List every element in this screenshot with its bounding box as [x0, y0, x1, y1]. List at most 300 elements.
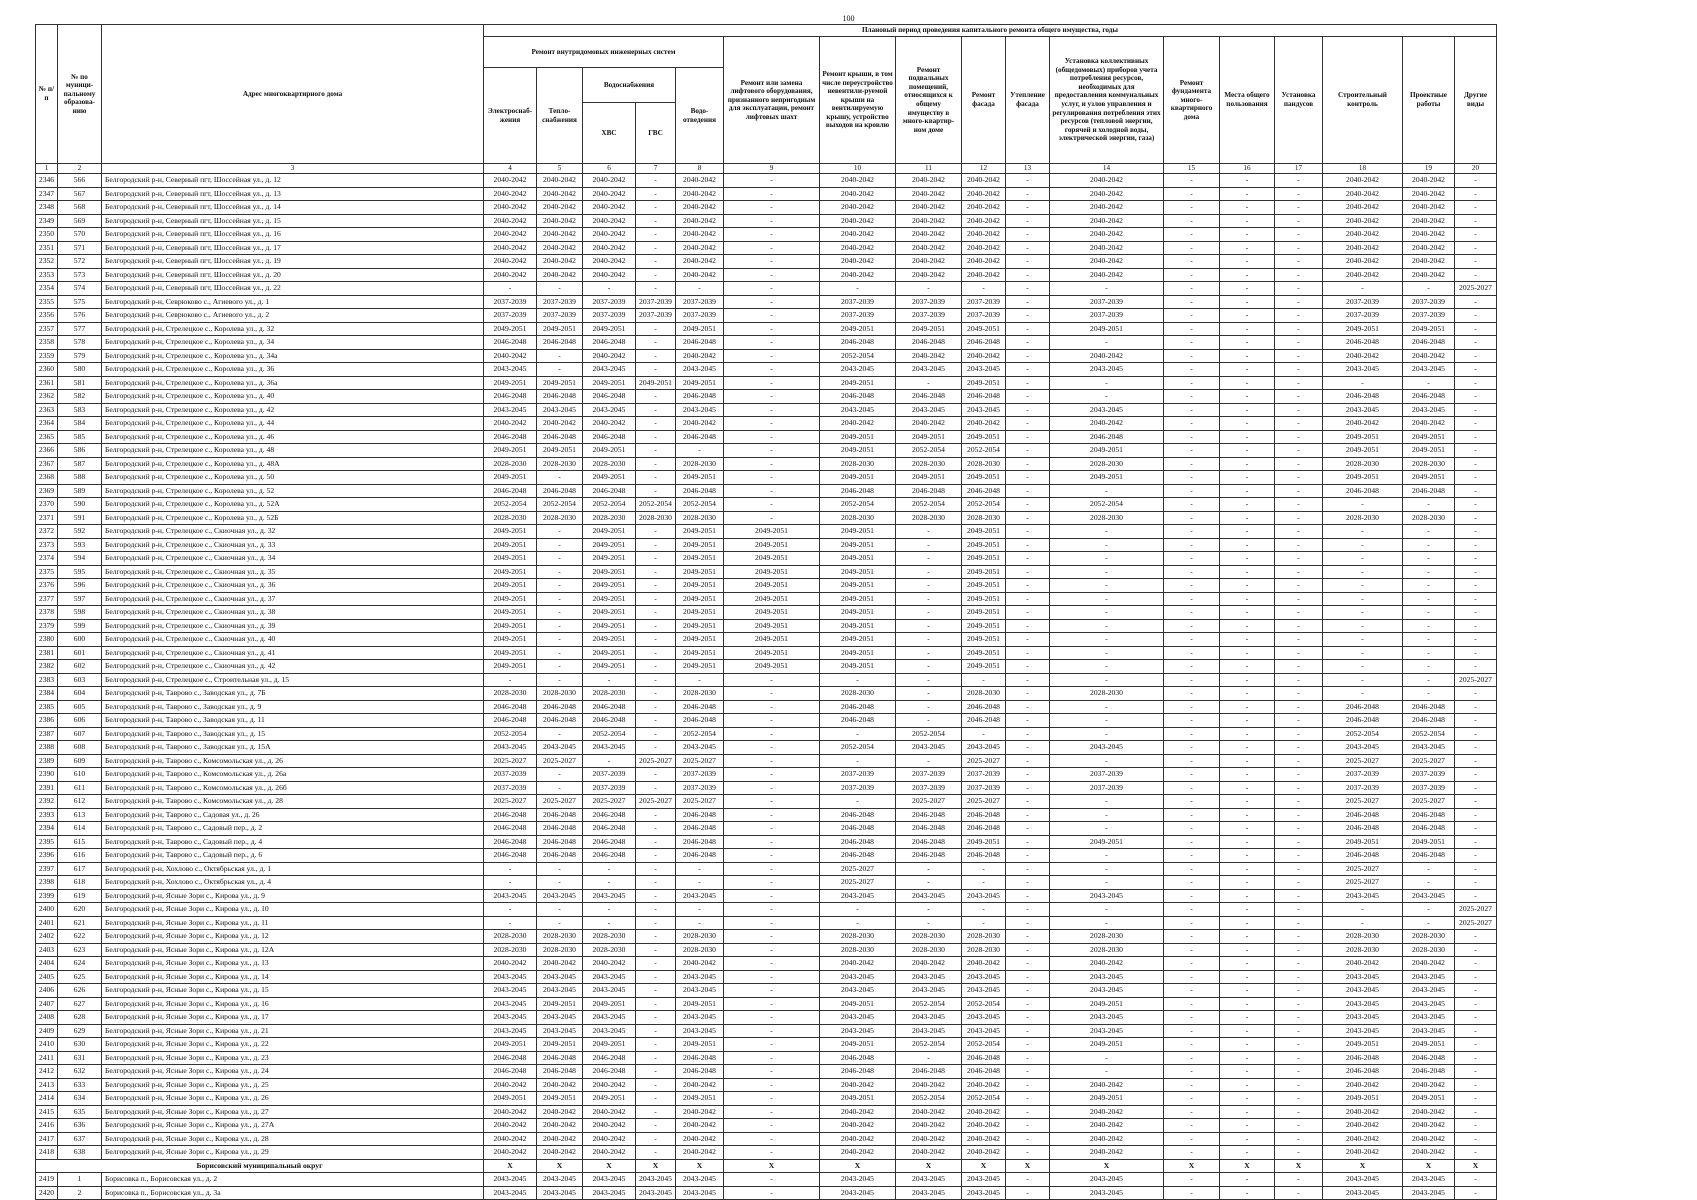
period-cell: 2043-2045 — [1050, 984, 1164, 998]
period-cell: 2046-2048 — [484, 390, 537, 404]
column-number: 1 — [36, 164, 58, 174]
address-cell: Белгородский р-н, Ясные Зори с., Кирова ул., д. 22 — [102, 1038, 484, 1052]
municipal-number-cell: 598 — [58, 606, 102, 620]
period-cell: 2040-2042 — [820, 1119, 896, 1133]
period-cell: 2040-2042 — [583, 268, 636, 282]
period-cell: - — [484, 862, 537, 876]
period-cell: 2046-2048 — [962, 484, 1006, 498]
period-cell: 2052-2054 — [537, 498, 583, 512]
period-cell: - — [1006, 1146, 1050, 1160]
period-cell: 2040-2042 — [1403, 268, 1455, 282]
period-cell: 2040-2042 — [1050, 228, 1164, 242]
period-cell: 2046-2048 — [583, 484, 636, 498]
period-cell: - — [1164, 1186, 1220, 1200]
period-cell: - — [724, 781, 820, 795]
period-cell: - — [1403, 646, 1455, 660]
period-cell: 2049-2051 — [676, 565, 724, 579]
period-cell: - — [724, 727, 820, 741]
period-cell: - — [636, 484, 676, 498]
row-number-cell: 2347 — [36, 187, 58, 201]
address-cell: Белгородский р-н, Таврово с., Комсомольская ул., д. 26 — [102, 754, 484, 768]
period-cell: - — [1275, 390, 1323, 404]
period-cell: 2049-2051 — [724, 646, 820, 660]
page-number: 100 — [842, 14, 855, 23]
period-cell: 2043-2045 — [820, 1173, 896, 1187]
period-cell: 2028-2030 — [896, 943, 962, 957]
period-cell: 2049-2051 — [962, 322, 1006, 336]
period-cell: - — [1006, 336, 1050, 350]
row-number-cell: 2369 — [36, 484, 58, 498]
period-cell: 2040-2042 — [1403, 228, 1455, 242]
period-cell: 2040-2042 — [583, 1119, 636, 1133]
column-number: 3 — [102, 164, 484, 174]
period-cell: 2049-2051 — [676, 538, 724, 552]
period-cell: 2040-2042 — [1403, 1146, 1455, 1160]
column-number: 15 — [1164, 164, 1220, 174]
period-cell: - — [636, 430, 676, 444]
period-cell: - — [1164, 187, 1220, 201]
period-cell: 2043-2045 — [537, 1024, 583, 1038]
period-cell: - — [1164, 673, 1220, 687]
period-cell: - — [962, 876, 1006, 890]
period-cell: - — [896, 606, 962, 620]
period-cell: 2028-2030 — [1050, 930, 1164, 944]
address-cell: Белгородский р-н, Хохлово с., Октябрьская ул., д. 1 — [102, 862, 484, 876]
period-cell: - — [1220, 457, 1275, 471]
table-row — [36, 1146, 1497, 1160]
period-cell: - — [1275, 430, 1323, 444]
period-cell: - — [537, 592, 583, 606]
period-cell: 2040-2042 — [1323, 174, 1403, 188]
period-cell: 2037-2039 — [636, 295, 676, 309]
municipal-number-cell: 593 — [58, 538, 102, 552]
period-cell: 2040-2042 — [962, 214, 1006, 228]
table-row — [36, 565, 1497, 579]
period-cell: 2046-2048 — [676, 390, 724, 404]
period-cell: 2043-2045 — [962, 1186, 1006, 1200]
period-cell: - — [537, 633, 583, 647]
period-cell: - — [1323, 282, 1403, 296]
table-row — [36, 1173, 1497, 1187]
period-cell: - — [1220, 673, 1275, 687]
period-cell: 2043-2045 — [484, 403, 537, 417]
section-mark: X — [724, 1159, 820, 1173]
address-cell: Белгородский р-н, Ясные Зори с., Кирова ул., д. 12А — [102, 943, 484, 957]
period-cell: 2028-2030 — [676, 511, 724, 525]
column-number: 10 — [820, 164, 896, 174]
table-row — [36, 754, 1497, 768]
period-cell: - — [1220, 768, 1275, 782]
period-cell: 2043-2045 — [1323, 889, 1403, 903]
period-cell: - — [1455, 984, 1497, 998]
period-cell: - — [1050, 822, 1164, 836]
row-number-cell: 2390 — [36, 768, 58, 782]
period-cell: - — [636, 1105, 676, 1119]
period-cell: - — [1006, 714, 1050, 728]
period-cell: - — [1275, 997, 1323, 1011]
period-cell: - — [724, 484, 820, 498]
period-cell: - — [1455, 822, 1497, 836]
period-cell: - — [724, 876, 820, 890]
period-cell: - — [1006, 1078, 1050, 1092]
period-cell: - — [1323, 525, 1403, 539]
period-cell: 2040-2042 — [1050, 201, 1164, 215]
period-cell: - — [1164, 484, 1220, 498]
period-cell: - — [1275, 930, 1323, 944]
period-cell: 2040-2042 — [820, 228, 896, 242]
row-number-cell: 2389 — [36, 754, 58, 768]
col-header-heat: Тепло-снабжения — [537, 68, 583, 164]
period-cell: - — [1455, 322, 1497, 336]
period-cell: 2043-2045 — [962, 403, 1006, 417]
period-cell: - — [1403, 552, 1455, 566]
period-cell: 2040-2042 — [1050, 1132, 1164, 1146]
municipal-number-cell: 572 — [58, 255, 102, 269]
period-cell: 2046-2048 — [583, 835, 636, 849]
period-cell: - — [724, 1092, 820, 1106]
table-row — [36, 1011, 1497, 1025]
table-row — [36, 849, 1497, 863]
address-cell: Белгородский р-н, Ясные Зори с., Кирова ул., д. 17 — [102, 1011, 484, 1025]
period-cell: 2028-2030 — [484, 687, 537, 701]
address-cell: Белгородский р-н, Стрелецкое с., Королева ул., д. 48 — [102, 444, 484, 458]
period-cell: - — [636, 214, 676, 228]
period-cell: 2028-2030 — [1323, 511, 1403, 525]
table-row — [36, 984, 1497, 998]
period-cell: - — [962, 916, 1006, 930]
period-cell: 2046-2048 — [676, 1065, 724, 1079]
period-cell: - — [1275, 1146, 1323, 1160]
period-cell: 2037-2039 — [583, 295, 636, 309]
period-cell: - — [1164, 1051, 1220, 1065]
period-cell: - — [1455, 997, 1497, 1011]
period-cell: - — [1050, 538, 1164, 552]
row-number-cell: 2364 — [36, 417, 58, 431]
period-cell: - — [1006, 363, 1050, 377]
period-cell: - — [583, 862, 636, 876]
municipal-number-cell: 615 — [58, 835, 102, 849]
municipal-number-cell: 574 — [58, 282, 102, 296]
period-cell: - — [537, 349, 583, 363]
row-number-cell: 2362 — [36, 390, 58, 404]
column-number: 6 — [583, 164, 636, 174]
table-row — [36, 781, 1497, 795]
period-cell: 2025-2027 — [1323, 754, 1403, 768]
row-number-cell: 2415 — [36, 1105, 58, 1119]
period-cell: - — [1275, 984, 1323, 998]
period-cell: - — [1275, 471, 1323, 485]
period-cell: 2043-2045 — [820, 1024, 896, 1038]
period-cell: 2040-2042 — [1050, 349, 1164, 363]
period-cell: 2037-2039 — [537, 309, 583, 323]
period-cell: - — [1164, 322, 1220, 336]
period-cell: - — [1006, 1011, 1050, 1025]
row-number-cell: 2378 — [36, 606, 58, 620]
address-cell: Белгородский р-н, Стрелецкое с., Скиочная ул., д. 37 — [102, 592, 484, 606]
period-cell: - — [1164, 1173, 1220, 1187]
period-cell: - — [1006, 417, 1050, 431]
period-cell: 2043-2045 — [820, 1186, 896, 1200]
period-cell: 2040-2042 — [484, 1146, 537, 1160]
period-cell: - — [1050, 282, 1164, 296]
period-cell: - — [1220, 187, 1275, 201]
municipal-number-cell: 608 — [58, 741, 102, 755]
period-cell: - — [1455, 606, 1497, 620]
section-row — [36, 1159, 1497, 1173]
period-cell: 2043-2045 — [484, 741, 537, 755]
row-number-cell: 2365 — [36, 430, 58, 444]
municipal-number-cell: 597 — [58, 592, 102, 606]
period-cell: 2043-2045 — [484, 997, 537, 1011]
table-row — [36, 376, 1497, 390]
municipal-number-cell: 612 — [58, 795, 102, 809]
period-cell: - — [1275, 241, 1323, 255]
period-cell: 2046-2048 — [820, 1065, 896, 1079]
period-cell: 2046-2048 — [537, 430, 583, 444]
period-cell: 2028-2030 — [1050, 511, 1164, 525]
period-cell: - — [1006, 997, 1050, 1011]
period-cell: 2052-2054 — [962, 444, 1006, 458]
period-cell: - — [1275, 849, 1323, 863]
period-cell: - — [1006, 282, 1050, 296]
period-cell: 2040-2042 — [896, 1146, 962, 1160]
period-cell: - — [1164, 1011, 1220, 1025]
period-cell: - — [724, 457, 820, 471]
period-cell: 2052-2054 — [583, 727, 636, 741]
period-cell: 2049-2051 — [724, 552, 820, 566]
period-cell: - — [1455, 363, 1497, 377]
row-number-cell: 2420 — [36, 1186, 58, 1200]
period-cell: - — [1050, 795, 1164, 809]
period-cell: 2046-2048 — [962, 822, 1006, 836]
municipal-number-cell: 581 — [58, 376, 102, 390]
table-row — [36, 417, 1497, 431]
period-cell: 2046-2048 — [962, 808, 1006, 822]
period-cell: 2040-2042 — [896, 241, 962, 255]
period-cell: - — [962, 862, 1006, 876]
period-cell: - — [636, 903, 676, 917]
col-header-meters: Установка коллективных (общедомовых) приборов учета потребления ресурсов, необходимых для предоставления коммунальных услуг, и узлов управления и регулирования потребления этих ресурсов (тепловой энергии, горячей и холодной воды, электрической энергии, газа) — [1050, 37, 1164, 164]
column-number: 19 — [1403, 164, 1455, 174]
period-cell: - — [1006, 403, 1050, 417]
period-cell: 2028-2030 — [537, 457, 583, 471]
period-cell: - — [1006, 1038, 1050, 1052]
period-cell: - — [537, 606, 583, 620]
period-cell: 2049-2051 — [583, 633, 636, 647]
period-cell: - — [896, 552, 962, 566]
period-cell: - — [636, 1078, 676, 1092]
period-cell: 2037-2039 — [1323, 309, 1403, 323]
period-cell: - — [724, 201, 820, 215]
period-cell: - — [1455, 687, 1497, 701]
period-cell: 2040-2042 — [537, 174, 583, 188]
table-row — [36, 201, 1497, 215]
period-cell: - — [1403, 673, 1455, 687]
period-cell: 2040-2042 — [583, 349, 636, 363]
row-number-cell: 2372 — [36, 525, 58, 539]
period-cell: - — [820, 795, 896, 809]
row-number-cell: 2411 — [36, 1051, 58, 1065]
municipal-number-cell: 594 — [58, 552, 102, 566]
period-cell: - — [1006, 1024, 1050, 1038]
period-cell: - — [1220, 390, 1275, 404]
period-cell: - — [636, 916, 676, 930]
period-cell: 2046-2048 — [896, 835, 962, 849]
table-row — [36, 1065, 1497, 1079]
period-cell: 2040-2042 — [820, 201, 896, 215]
table-row — [36, 660, 1497, 674]
table-row — [36, 363, 1497, 377]
period-cell: - — [636, 268, 676, 282]
period-cell: - — [1164, 214, 1220, 228]
period-cell: - — [1164, 997, 1220, 1011]
period-cell: - — [1455, 484, 1497, 498]
period-cell: 2049-2051 — [820, 660, 896, 674]
period-cell: - — [724, 808, 820, 822]
period-cell: 2037-2039 — [962, 768, 1006, 782]
period-cell: - — [1455, 187, 1497, 201]
municipal-number-cell: 580 — [58, 363, 102, 377]
period-cell: - — [1275, 1011, 1323, 1025]
period-cell: - — [636, 1132, 676, 1146]
address-cell: Белгородский р-н, Таврово с., Садовый пер., д. 4 — [102, 835, 484, 849]
period-cell: 2040-2042 — [537, 957, 583, 971]
period-cell: 2049-2051 — [1403, 1038, 1455, 1052]
period-cell: 2028-2030 — [583, 930, 636, 944]
period-cell: - — [1455, 525, 1497, 539]
period-cell: - — [1164, 714, 1220, 728]
period-cell: - — [1220, 498, 1275, 512]
period-cell: 2028-2030 — [1050, 457, 1164, 471]
period-cell: - — [1164, 970, 1220, 984]
period-cell: 2046-2048 — [676, 849, 724, 863]
period-cell: 2043-2045 — [962, 889, 1006, 903]
period-cell: - — [1164, 309, 1220, 323]
period-cell: - — [636, 525, 676, 539]
period-cell: 2040-2042 — [1403, 174, 1455, 188]
period-cell: - — [1050, 727, 1164, 741]
table-row — [36, 498, 1497, 512]
table-row — [36, 876, 1497, 890]
period-cell: - — [724, 970, 820, 984]
period-cell: - — [1403, 633, 1455, 647]
period-cell: - — [583, 903, 636, 917]
period-cell: - — [1455, 727, 1497, 741]
period-cell: - — [1220, 808, 1275, 822]
period-cell: - — [1275, 538, 1323, 552]
period-cell: 2028-2030 — [676, 930, 724, 944]
municipal-number-cell: 635 — [58, 1105, 102, 1119]
row-number-cell: 2368 — [36, 471, 58, 485]
period-cell: 2040-2042 — [484, 349, 537, 363]
period-cell: 2040-2042 — [676, 214, 724, 228]
period-cell: - — [1220, 525, 1275, 539]
period-cell: - — [1275, 309, 1323, 323]
period-cell: - — [724, 430, 820, 444]
period-cell: 2037-2039 — [820, 295, 896, 309]
period-cell: 2052-2054 — [676, 727, 724, 741]
period-cell: - — [1164, 849, 1220, 863]
period-cell: - — [1275, 916, 1323, 930]
period-cell: - — [484, 903, 537, 917]
period-cell: - — [896, 660, 962, 674]
period-cell: 2046-2048 — [896, 1065, 962, 1079]
period-cell: 2043-2045 — [537, 889, 583, 903]
period-cell: 2040-2042 — [896, 349, 962, 363]
period-cell: 2025-2027 — [636, 754, 676, 768]
period-cell: - — [1455, 889, 1497, 903]
period-cell: - — [1275, 1038, 1323, 1052]
period-cell: - — [1006, 619, 1050, 633]
period-cell: 2049-2051 — [676, 376, 724, 390]
row-number-cell: 2403 — [36, 943, 58, 957]
period-cell: 2049-2051 — [962, 471, 1006, 485]
period-cell: 2049-2051 — [583, 1038, 636, 1052]
period-cell: - — [1220, 1011, 1275, 1025]
period-cell: 2037-2039 — [962, 781, 1006, 795]
period-cell: - — [1164, 511, 1220, 525]
period-cell: - — [820, 903, 896, 917]
period-cell: - — [896, 687, 962, 701]
table-header — [36, 25, 1497, 174]
period-cell: - — [1164, 768, 1220, 782]
period-cell: 2046-2048 — [1403, 390, 1455, 404]
period-cell: - — [1220, 282, 1275, 296]
period-cell: - — [1220, 430, 1275, 444]
period-cell: 2040-2042 — [896, 1119, 962, 1133]
period-cell: - — [1006, 255, 1050, 269]
address-cell: Белгородский р-н, Северный пгт, Шоссейная ул., д. 14 — [102, 201, 484, 215]
table-row — [36, 687, 1497, 701]
period-cell: 2043-2045 — [484, 1024, 537, 1038]
row-number-cell: 2384 — [36, 687, 58, 701]
period-cell: 2049-2051 — [962, 525, 1006, 539]
municipal-number-cell: 637 — [58, 1132, 102, 1146]
municipal-number-cell: 607 — [58, 727, 102, 741]
period-cell: - — [636, 1051, 676, 1065]
period-cell: 2040-2042 — [484, 241, 537, 255]
row-number-cell: 2375 — [36, 565, 58, 579]
period-cell: 2046-2048 — [820, 835, 896, 849]
period-cell: - — [1220, 579, 1275, 593]
table-row — [36, 538, 1497, 552]
period-cell: - — [1220, 376, 1275, 390]
period-cell: - — [1006, 498, 1050, 512]
period-cell: 2049-2051 — [1050, 444, 1164, 458]
period-cell: 2043-2045 — [537, 1011, 583, 1025]
period-cell: - — [1006, 376, 1050, 390]
period-cell: - — [1164, 660, 1220, 674]
period-cell: - — [1164, 1038, 1220, 1052]
period-cell: - — [1164, 1092, 1220, 1106]
period-cell: 2046-2048 — [583, 700, 636, 714]
period-cell: 2040-2042 — [484, 957, 537, 971]
period-cell: - — [820, 754, 896, 768]
table-row — [36, 727, 1497, 741]
table-row — [36, 390, 1497, 404]
period-cell: - — [1455, 1078, 1497, 1092]
period-cell: - — [724, 1065, 820, 1079]
municipal-number-cell: 596 — [58, 579, 102, 593]
period-cell: - — [1220, 538, 1275, 552]
period-cell: - — [1164, 646, 1220, 660]
period-cell: 2043-2045 — [1403, 1024, 1455, 1038]
period-cell: - — [1220, 930, 1275, 944]
period-cell: - — [1455, 781, 1497, 795]
period-cell: 2037-2039 — [962, 309, 1006, 323]
period-cell: - — [1323, 646, 1403, 660]
period-cell: - — [1220, 1173, 1275, 1187]
